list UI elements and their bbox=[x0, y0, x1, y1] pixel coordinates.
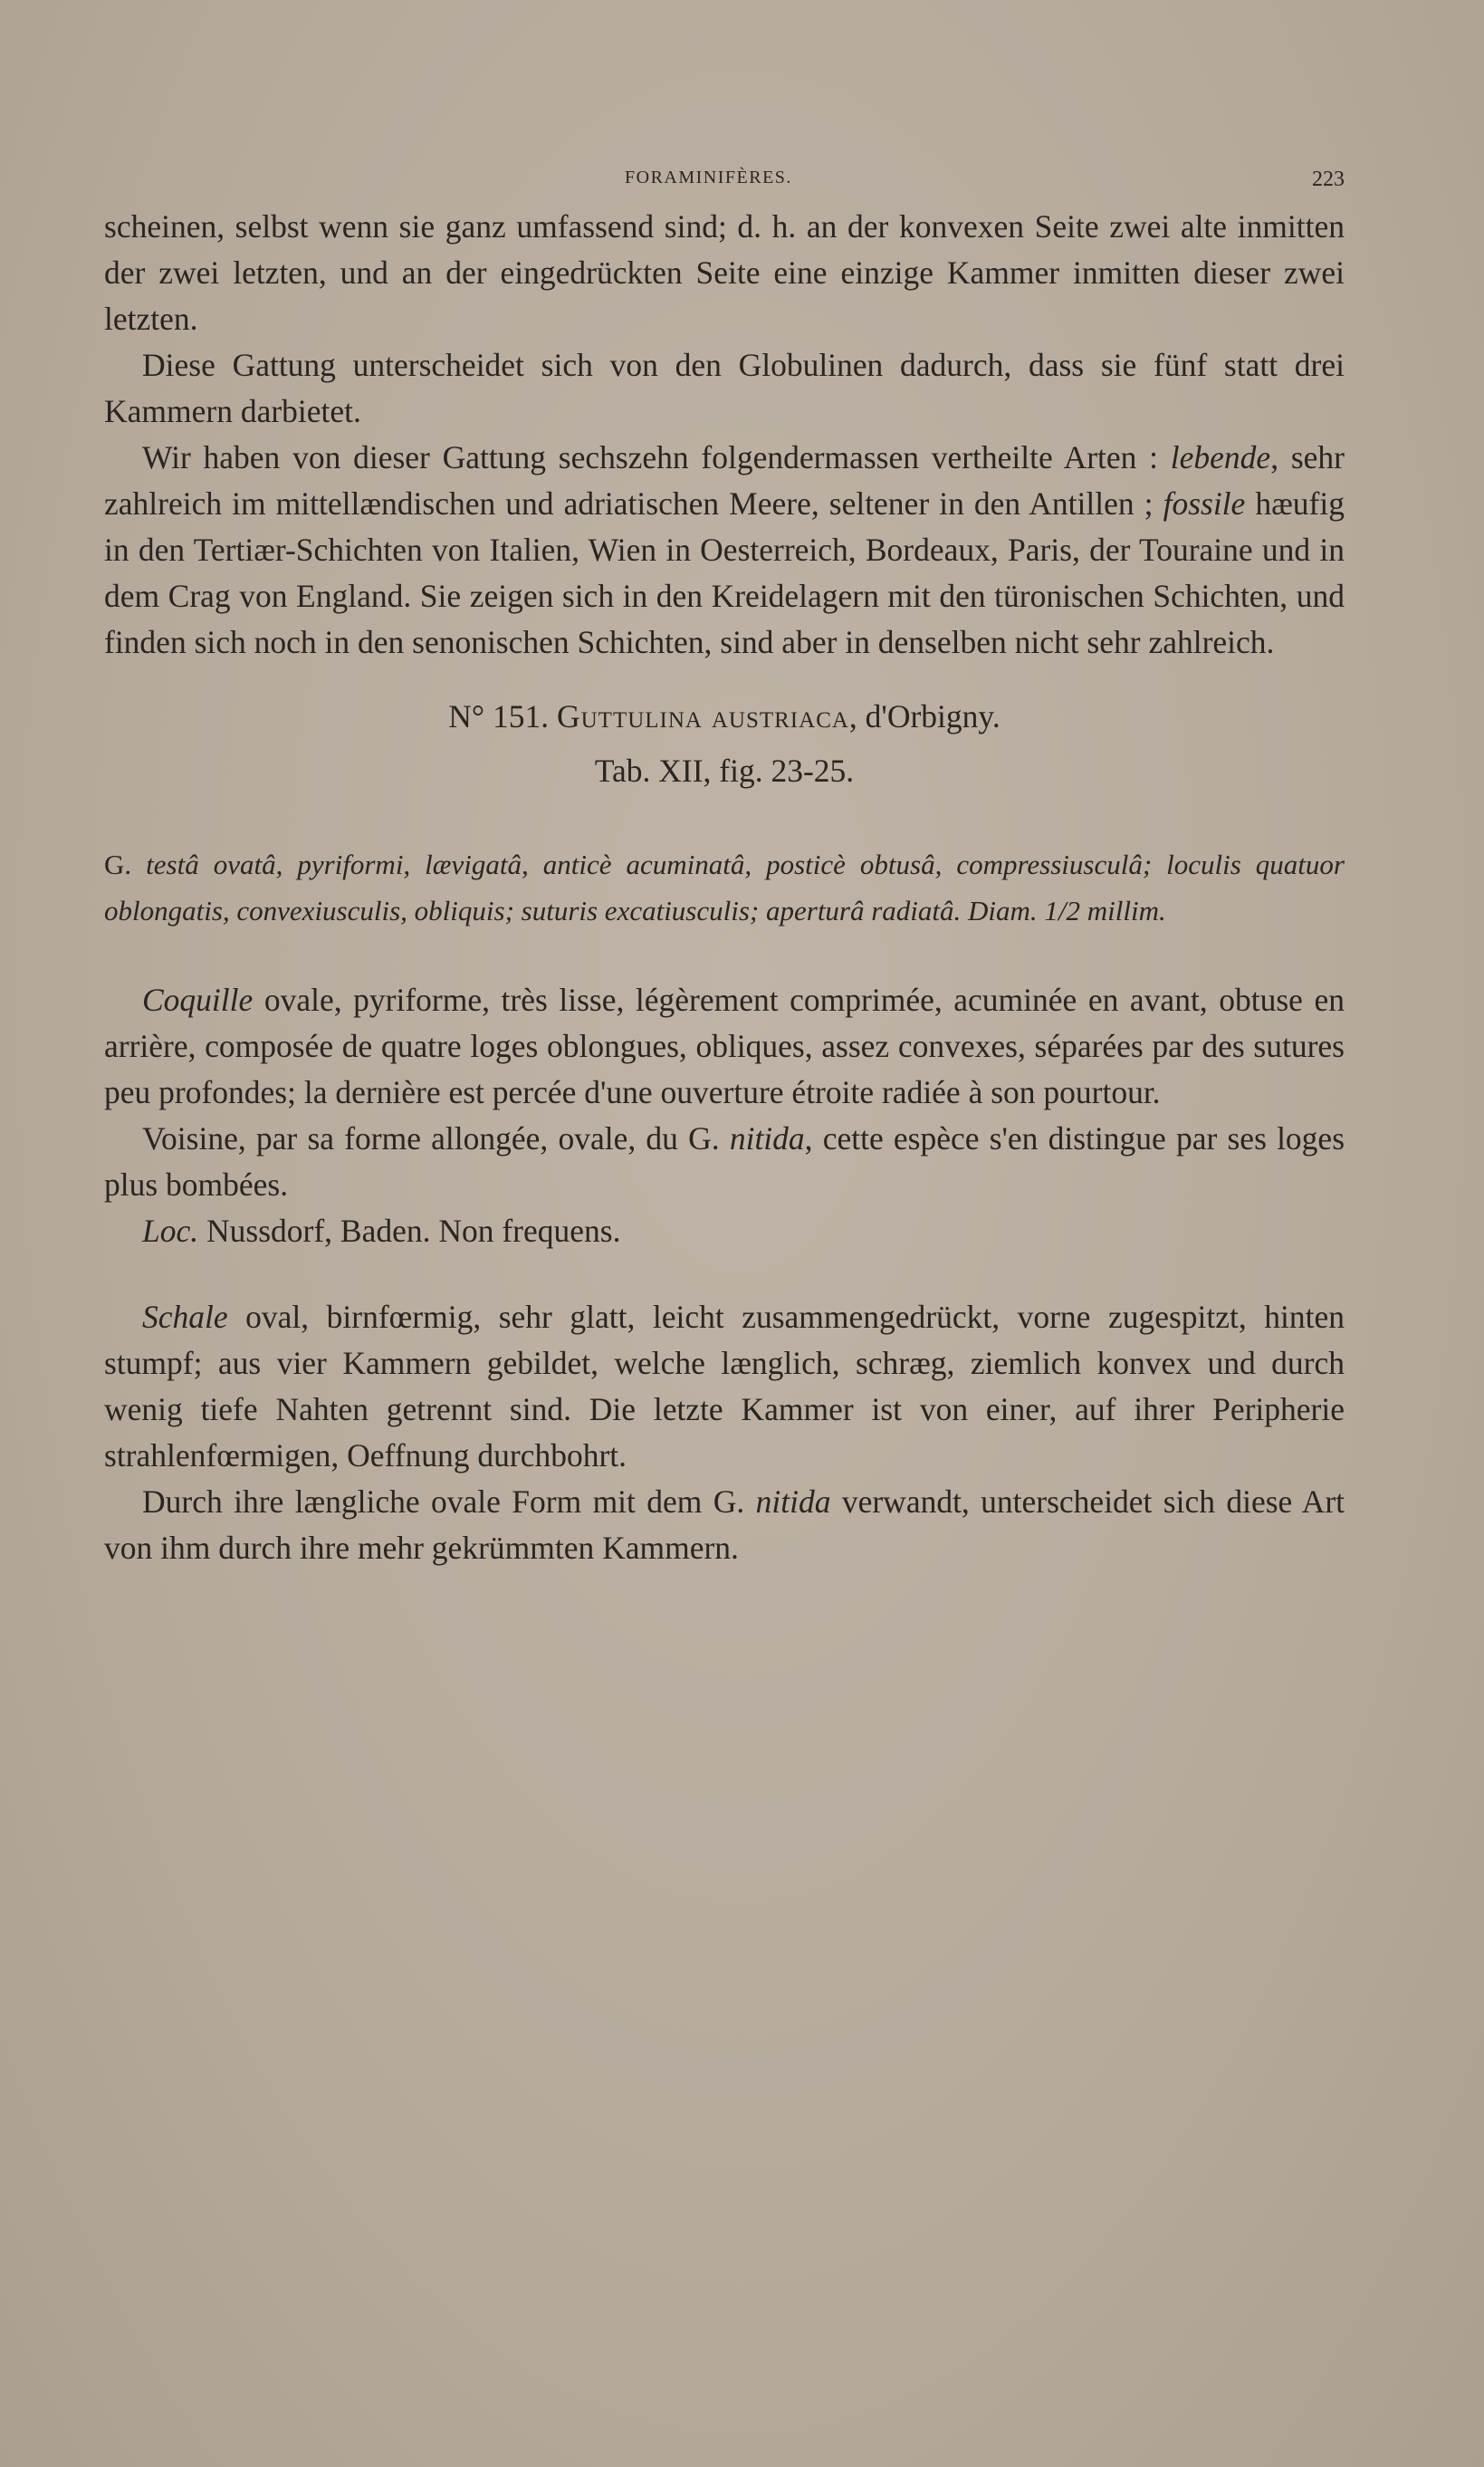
french-locality: Loc. Nussdorf, Baden. Non frequens. bbox=[142, 1213, 621, 1249]
running-title: FORAMINIFÈRES. bbox=[625, 168, 792, 187]
plate-reference: Tab. XII, fig. 23-25. bbox=[594, 753, 855, 789]
paragraph-genus-comparison: Diese Gattung unterscheidet sich von den Globulinen dadurch, dass sie fünf statt drei Kammern darbietet. bbox=[104, 347, 1345, 429]
latin-diagnosis: G. testâ ovatâ, pyriformi, lævigatâ, anticè acuminatâ, posticè obtusâ, compressiusculâ; loculis quatuor oblongatis, convexiusculis, obliquis; suturis excatiusculis; aperturâ radiatâ. Diam. 1/2 millim. bbox=[104, 849, 1345, 926]
french-comparison: Voisine, par sa forme allongée, ovale, du G. nitida, cette espèce s'en distingue par ses loges plus bombées. bbox=[104, 1120, 1345, 1203]
paragraph-continuation: scheinen, selbst wenn sie ganz umfassend sind; d. h. an der konvexen Seite zwei alte inmitten der zwei letzten, und an der eingedrückten Seite eine einzige Kammer inmitten dieser zwei letzten. bbox=[104, 208, 1345, 337]
running-header bbox=[104, 168, 1345, 204]
german-comparison: Durch ihre længliche ovale Form mit dem G. nitida verwandt, unterscheidet sich diese Art von ihm durch ihre mehr gekrümmten Kammern. bbox=[104, 1483, 1345, 1566]
page bbox=[104, 168, 1345, 1571]
species-title: N° 151. Guttulina austriaca, d'Orbigny. bbox=[448, 698, 1001, 734]
german-description: Schale oval, birnfœrmig, sehr glatt, leicht zusammengedrückt, vorne zugespitzt, hinten stumpf; aus vier Kammern gebildet, welche længlich, schræg, ziemlich konvex und durch wenig tiefe Nahten getrennt sind. Die letzte Kammer ist von einer, auf ihrer Peripherie strahlenfœrmigen, Oeffnung durchbohrt. bbox=[104, 1299, 1345, 1473]
paragraph-species-distribution: Wir haben von dieser Gattung sechszehn folgendermassen vertheilte Arten : lebende, sehr zahlreich im mittellændischen und adriatischen Meere, seltener in den Antillen ; fossile hæufig in den Tertiær-Schichten von Italien, Wien in Oesterreich, Bordeaux, Paris, der Touraine und in dem Crag von England. Sie zeigen sich in den Kreidelagern mit den türonischen Schichten, und finden sich noch in den senonischen Schichten, sind aber in denselben nicht sehr zahlreich. bbox=[104, 439, 1345, 660]
species-heading bbox=[104, 689, 1345, 798]
french-description: Coquille ovale, pyriforme, très lisse, légèrement comprimée, acuminée en avant, obtuse en arrière, composée de quatre loges oblongues, obliques, assez convexes, séparées par des sutures peu profondes; la dernière est percée d'une ouverture étroite radiée à son pourtour. bbox=[104, 982, 1345, 1110]
page-number: 223 bbox=[1312, 168, 1345, 191]
